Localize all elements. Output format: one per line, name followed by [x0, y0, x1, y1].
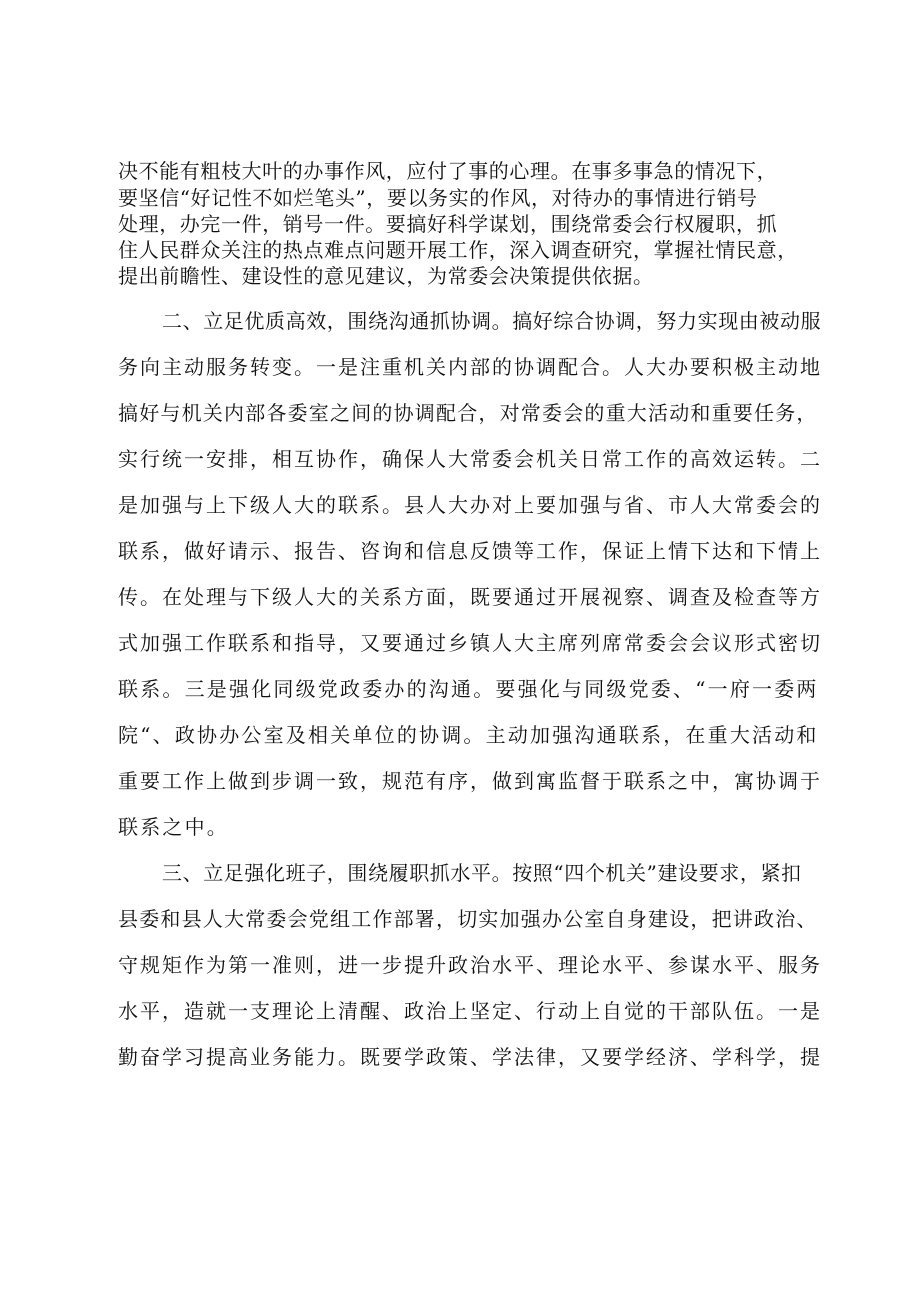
- paragraph-2-line-8: 式加强工作联系和指导，又要通过乡镇人大主席列席常委会会议形式密切: [118, 631, 822, 655]
- paragraph-2-line-10: 院“、政协办公室及相关单位的协调。主动加强沟通联系，在重大活动和: [118, 723, 819, 747]
- paragraph-2-line-5: 是加强与上下级人大的联系。县人大办对上要加强与省、市人大常委会的: [118, 493, 822, 517]
- paragraph-3-line-4: 水平，造就一支理论上清醒、政治上坚定、行动上自觉的干部队伍。一是: [118, 999, 822, 1023]
- paragraph-2-first-line: [162, 309, 821, 333]
- paragraph-3-first-line-text: 按照“四个机关”建设要求，紧扣: [512, 861, 802, 885]
- paragraph-1-line-1: 决不能有粗枝大叶的办事作风，应付了事的心理。在事多事急的情况下，: [118, 159, 778, 183]
- paragraph-3-line-3: 守规矩作为第一准则，进一步提升政治水平、理论水平、参谋水平、服务: [118, 953, 822, 977]
- paragraph-1-line-4: 住人民群众关注的热点难点问题开展工作，深入调查研究，掌握社情民意，: [118, 238, 798, 262]
- paragraph-2-first-line-text: 搞好综合协调，努力实现由被动服: [512, 309, 822, 333]
- paragraph-3-line-2: 县委和县人大常委会党组工作部署，切实加强办公室自身建设，把讲政治、: [118, 907, 818, 931]
- section-heading-3: 三、立足强化班子，围绕履职抓水平。: [162, 861, 513, 885]
- paragraph-2-line-7: 传。在处理与下级人大的关系方面，既要通过开展视察、调查及检查等方: [118, 585, 822, 609]
- paragraph-2-line-11: 重要工作上做到步调一致，规范有序，做到寓监督于联系之中，寓协调于: [118, 769, 822, 793]
- paragraph-2-line-6: 联系，做好请示、报告、咨询和信息反馈等工作，保证上情下达和下情上: [118, 539, 822, 563]
- paragraph-1-line-5: 提出前瞻性、建设性的意见建议，为常委会决策提供依据。: [118, 264, 654, 288]
- paragraph-2-line-3: 搞好与机关内部各委室之间的协调配合，对常委会的重大活动和重要任务，: [118, 401, 818, 425]
- paragraph-1-line-2: 要坚信“好记性不如烂笔头”，要以务实的作风，对待办的事情进行销号: [118, 186, 758, 210]
- paragraph-2-line-12: 联系之中。: [118, 815, 229, 839]
- paragraph-3-first-line: [162, 861, 802, 885]
- section-heading-2: 二、立足优质高效，围绕沟通抓协调。: [162, 309, 513, 333]
- paragraph-1-line-3: 处理，办完一件，销号一件。要搞好科学谋划，围绕常委会行权履职，抓: [118, 212, 778, 236]
- paragraph-2-line-2: 务向主动服务转变。一是注重机关内部的协调配合。人大办要积极主动地: [118, 355, 822, 379]
- paragraph-2-line-9: 联系。三是强化同级党政委办的沟通。要强化与同级党委、“一府一委两: [118, 677, 819, 701]
- paragraph-2-line-4: 实行统一安排，相互协作，确保人大常委会机关日常工作的高效运转。二: [118, 447, 822, 471]
- paragraph-3-line-5: 勤奋学习提高业务能力。既要学政策、学法律，又要学经济、学科学，提: [118, 1045, 822, 1069]
